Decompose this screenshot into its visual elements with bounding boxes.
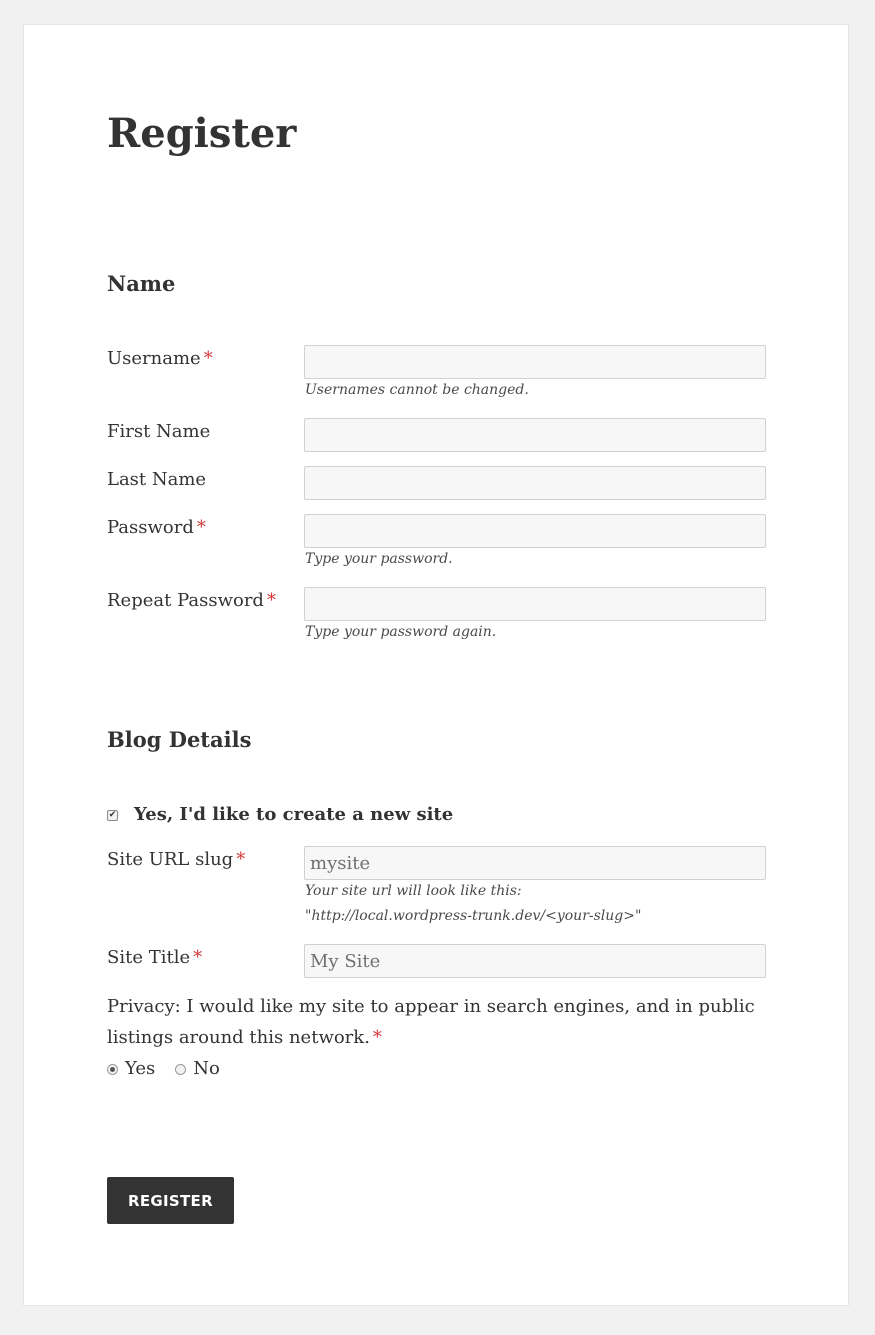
password-required-mark: * (196, 517, 206, 538)
site-title-label-text: Site Title (107, 947, 191, 968)
repeat-password-label-text: Repeat Password (107, 590, 264, 611)
privacy-radio-group (107, 1057, 220, 1081)
repeat-password-hint: Type your password again. (305, 624, 497, 640)
privacy-option-yes[interactable] (107, 1057, 155, 1081)
privacy-no-label: No (193, 1058, 220, 1079)
privacy-option-no[interactable] (175, 1057, 220, 1081)
site-title-required-mark: * (193, 947, 203, 968)
site-url-slug-input[interactable] (304, 846, 766, 880)
privacy-required-mark: * (372, 1027, 382, 1048)
site-title-label (107, 946, 202, 970)
register-button[interactable]: REGISTER (107, 1177, 234, 1224)
username-label (107, 347, 213, 371)
privacy-yes-label: Yes (125, 1058, 156, 1079)
name-section-title: Name (107, 271, 176, 296)
first-name-input[interactable] (304, 418, 766, 452)
create-site-label: Yes, I'd like to create a new site (134, 804, 454, 825)
first-name-label: First Name (107, 421, 211, 442)
password-hint: Type your password. (305, 551, 453, 567)
last-name-label: Last Name (107, 469, 207, 490)
registration-card (23, 24, 849, 1306)
repeat-password-label (107, 589, 276, 613)
repeat-password-required-mark: * (266, 590, 276, 611)
privacy-no-radio[interactable] (175, 1064, 186, 1075)
create-site-option[interactable] (107, 803, 453, 827)
create-site-checkbox[interactable]: ✔ (108, 809, 117, 820)
privacy-yes-radio[interactable] (107, 1064, 118, 1075)
repeat-password-input[interactable] (304, 587, 766, 621)
last-name-input[interactable] (304, 466, 766, 500)
password-input[interactable] (304, 514, 766, 548)
password-label (107, 516, 206, 540)
privacy-question (107, 991, 787, 1053)
username-input[interactable] (304, 345, 766, 379)
username-label-text: Username (107, 348, 201, 369)
username-required-mark: * (203, 348, 213, 369)
site-url-hint-line-2: "http://local.wordpress-trunk.dev/<your-slug>" (305, 908, 642, 924)
password-label-text: Password (107, 517, 194, 538)
username-hint: Usernames cannot be changed. (305, 382, 529, 398)
site-url-slug-required-mark: * (236, 849, 246, 870)
site-url-slug-label-text: Site URL slug (107, 849, 234, 870)
site-url-hint-line-1: Your site url will look like this: (305, 883, 522, 899)
page-title: Register (107, 110, 297, 157)
site-url-slug-label (107, 848, 245, 872)
blog-details-section-title: Blog Details (107, 727, 252, 752)
site-title-input[interactable] (304, 944, 766, 978)
privacy-question-text: Privacy: I would like my site to appear in search engines, and in public listings around this network. (107, 996, 755, 1048)
